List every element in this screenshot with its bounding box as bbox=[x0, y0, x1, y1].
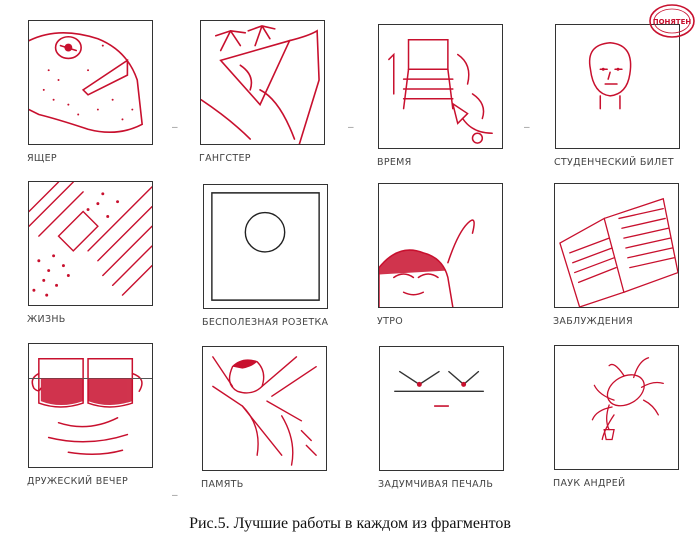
pensive-sadness-drawing bbox=[379, 346, 504, 471]
artwork-cell-lizard bbox=[28, 20, 178, 170]
artwork-label: ДРУЖЕСКИЙ ВЕЧЕР bbox=[27, 476, 129, 487]
spider-drawing bbox=[554, 345, 679, 470]
artwork-label: ЖИЗНЬ bbox=[27, 314, 66, 325]
artwork-cell-socket bbox=[203, 184, 353, 334]
artwork-label: ЗАБЛУЖДЕНИЯ bbox=[553, 316, 633, 327]
artwork-cell-friendly-evening bbox=[28, 343, 178, 493]
artwork-cell-spider bbox=[554, 345, 700, 495]
artwork-cell-pensive-sadness bbox=[379, 346, 529, 496]
memory-drawing bbox=[202, 346, 327, 471]
artwork-label: ГАНГСТЕР bbox=[199, 153, 251, 164]
artwork-label: СТУДЕНЧЕСКИЙ БИЛЕТ bbox=[554, 157, 674, 168]
artwork-cell-time bbox=[378, 24, 528, 174]
delusions-drawing bbox=[554, 183, 679, 308]
separator-dash: – bbox=[348, 122, 354, 133]
gangster-drawing bbox=[200, 20, 325, 145]
socket-drawing bbox=[203, 184, 328, 309]
approval-stamp bbox=[648, 2, 696, 40]
student-id-drawing bbox=[555, 24, 680, 149]
artwork-label: ЗАДУМЧИВАЯ ПЕЧАЛЬ bbox=[378, 479, 494, 490]
stamp-text: ПОНЯТЕН bbox=[652, 18, 692, 26]
life-drawing bbox=[28, 181, 153, 306]
figure-caption: Рис.5. Лучшие работы в каждом из фрагментов bbox=[189, 515, 511, 532]
artwork-label: ЯЩЕР bbox=[27, 153, 57, 164]
artwork-label: ПАМЯТЬ bbox=[201, 479, 244, 490]
artwork-cell-morning bbox=[378, 183, 528, 333]
artwork-label: УТРО bbox=[377, 316, 403, 327]
artwork-cell-gangster bbox=[200, 20, 350, 170]
friendly-evening-drawing bbox=[28, 343, 153, 468]
morning-drawing bbox=[378, 183, 503, 308]
artwork-cell-delusions bbox=[554, 183, 700, 333]
separator-dash: – bbox=[524, 122, 530, 133]
separator-dash: – bbox=[172, 122, 178, 133]
artwork-cell-life bbox=[28, 181, 178, 331]
artwork-cell-student-id bbox=[555, 24, 700, 174]
lizard-drawing bbox=[28, 20, 153, 145]
separator-dash: – bbox=[172, 490, 178, 501]
artwork-label: БЕСПОЛЕЗНАЯ РОЗЕТКА bbox=[202, 317, 329, 328]
artwork-label: ПАУК АНДРЕЙ bbox=[553, 478, 626, 489]
artwork-label: ВРЕМЯ bbox=[377, 157, 412, 168]
artwork-cell-memory bbox=[202, 346, 352, 496]
time-drawing bbox=[378, 24, 503, 149]
